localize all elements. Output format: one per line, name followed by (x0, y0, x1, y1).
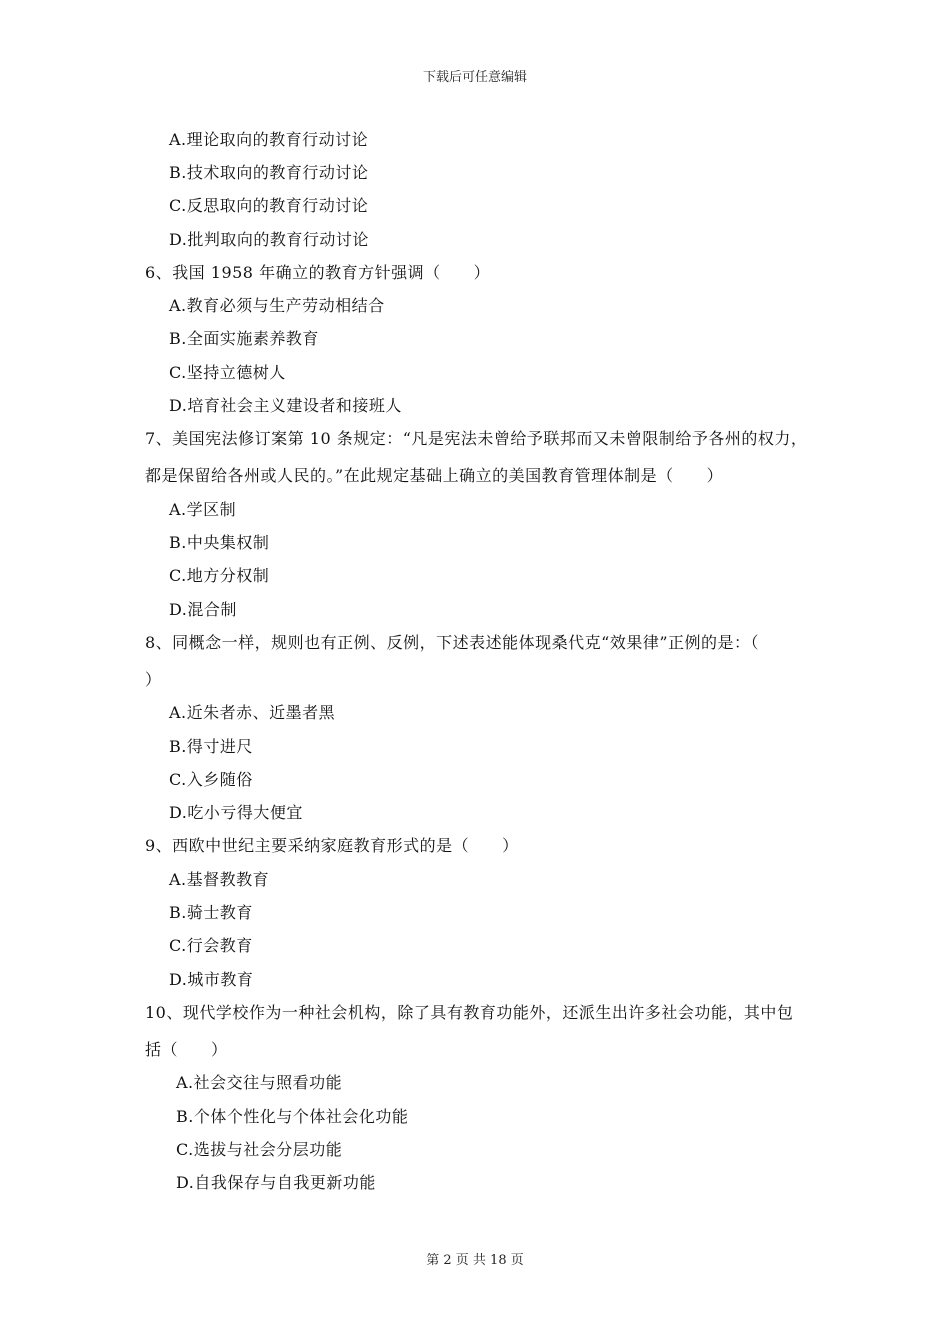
question-text-continued: 都是保留给各州或人民的。”在此规定基础上确立的美国教育管理体制是（ ） (145, 466, 724, 485)
option-d: D.自我保存与自我更新功能 (176, 1173, 376, 1192)
option-a: A.基督教教育 (169, 870, 270, 889)
page-header: 下载后可任意编辑 (422, 70, 527, 85)
option-b: B.骑士教育 (169, 903, 253, 922)
option-d: D.培育社会主义建设者和接班人 (169, 396, 402, 415)
option-a: A.学区制 (169, 500, 237, 519)
option-c: C.地方分权制 (169, 566, 270, 585)
option-c: C.行会教育 (169, 936, 253, 955)
option-a: A.教育必须与生产劳动相结合 (169, 296, 385, 315)
option-b: B.中央集权制 (169, 533, 270, 552)
question-text: 8、同概念一样，规则也有正例、反例，下述表述能体现桑代克“效果律”正例的是：（ (145, 633, 760, 652)
option-c: C.坚持立德树人 (169, 363, 286, 382)
option-a: A.理论取向的教育行动讨论 (169, 130, 369, 149)
question-text: 6、我国 1958 年确立的教育方针强调（ ） (145, 263, 491, 282)
option-c: C.选拔与社会分层功能 (176, 1140, 343, 1159)
question-text: 7、美国宪法修订案第 10 条规定：“凡是宪法未曾给予联邦而又未曾限制给予各州的权力， (145, 429, 808, 448)
option-b: B.全面实施素养教育 (169, 329, 319, 348)
option-b: B.技术取向的教育行动讨论 (169, 163, 369, 182)
option-d: D.城市教育 (169, 970, 254, 989)
option-a: A.社会交往与照看功能 (176, 1073, 343, 1092)
option-d: D.混合制 (169, 600, 237, 619)
option-b: B.得寸进尺 (169, 737, 253, 756)
question-text: 9、西欧中世纪主要采纳家庭教育形式的是（ ） (145, 836, 519, 855)
question-text: 10、现代学校作为一种社会机构，除了具有教育功能外，还派生出许多社会功能，其中包 (145, 1003, 794, 1022)
question-text-continued: ） (145, 670, 162, 689)
option-d: D.批判取向的教育行动讨论 (169, 230, 369, 249)
option-a: A.近朱者赤、近墨者黑 (169, 703, 336, 722)
page-footer: 第 2 页 共 18 页 (426, 1253, 524, 1268)
option-d: D.吃小亏得大便宜 (169, 803, 303, 822)
option-b: B.个体个性化与个体社会化功能 (176, 1107, 409, 1126)
option-c: C.反思取向的教育行动讨论 (169, 196, 369, 215)
option-c: C.入乡随俗 (169, 770, 253, 789)
question-text-continued: 括（ ） (145, 1040, 228, 1059)
